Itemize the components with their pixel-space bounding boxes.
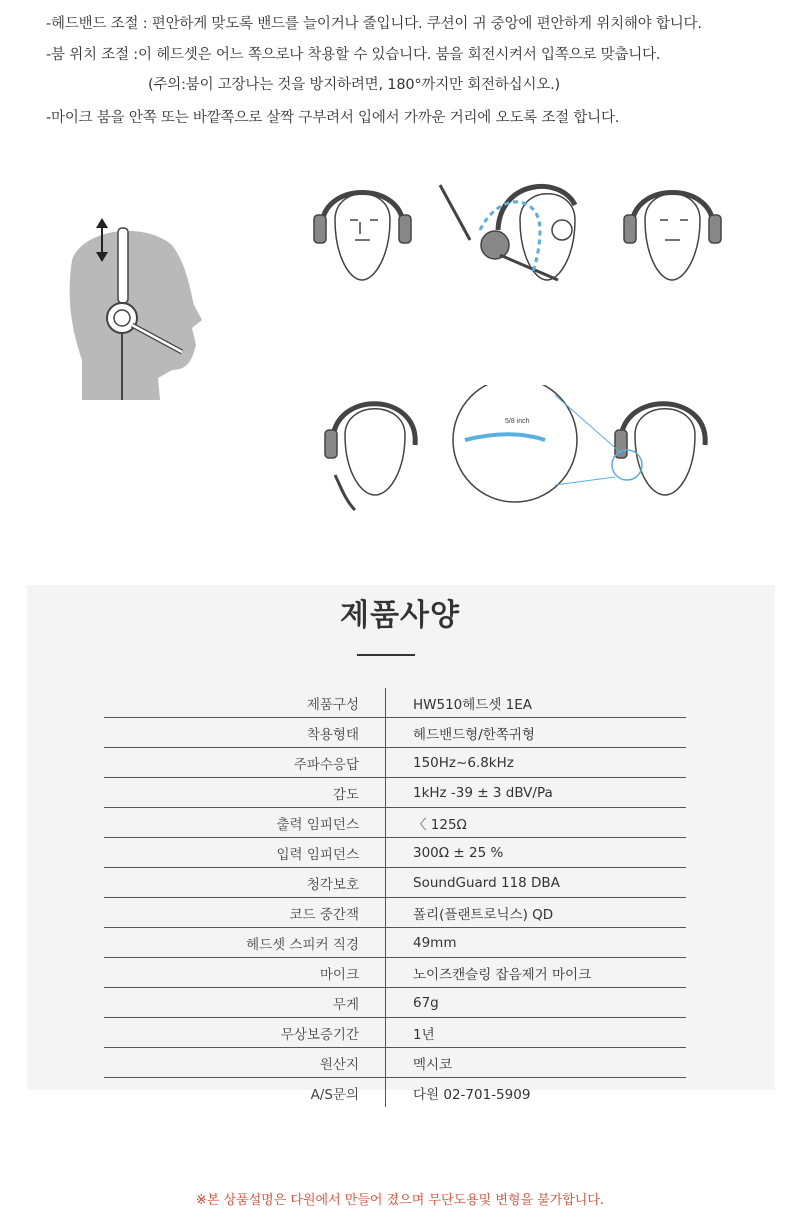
- spec-value: 1kHz -39 ± 3 dBV/Pa: [386, 778, 687, 808]
- spec-value: 300Ω ± 25 %: [386, 838, 687, 868]
- spec-label: 감도: [104, 778, 386, 808]
- spec-row: [104, 988, 686, 1018]
- spec-label: 주파수응답: [104, 748, 386, 778]
- spec-row: [104, 778, 686, 808]
- spec-label: 청각보호: [104, 868, 386, 898]
- spec-row: [104, 718, 686, 748]
- spec-table: [104, 688, 686, 1107]
- spec-value: 노이즈캔슬링 잡음제거 마이크: [386, 958, 687, 988]
- spec-row: [104, 748, 686, 778]
- spec-value: 헤드밴드형/한쪽귀형: [386, 718, 687, 748]
- boom-rotation-illustration: [300, 160, 740, 300]
- spec-row: [104, 838, 686, 868]
- spec-value: 폴리(플랜트로닉스) QD: [386, 898, 687, 928]
- spec-row: [104, 688, 686, 718]
- spec-value: 150Hz~6.8kHz: [386, 748, 687, 778]
- spec-value: SoundGuard 118 DBA: [386, 868, 687, 898]
- spec-row: [104, 1078, 686, 1108]
- spec-value: 다원 02-701-5909: [413, 1086, 531, 1103]
- spec-label: 착용형태: [104, 718, 386, 748]
- spec-label: 무상보증기간: [104, 1018, 386, 1048]
- spec-label: 무게: [104, 988, 386, 1018]
- spec-row: [104, 958, 686, 988]
- spec-row: [104, 868, 686, 898]
- spec-label: 마이크: [104, 958, 386, 988]
- spec-value: 67g: [386, 988, 687, 1018]
- instruction-boom-position: -붐 위치 조절 :이 헤드셋은 어느 쪽으로나 착용할 수 있습니다. 붐을 회전시켜서 입쪽으로 맞춥니다.: [46, 47, 661, 63]
- illustration-size-label: 5/8 inch: [505, 418, 530, 425]
- spec-value: 멕시코: [386, 1048, 687, 1078]
- spec-title-underline: [357, 654, 415, 656]
- spec-row: [104, 928, 686, 958]
- spec-label: 코드 중간잭: [104, 898, 386, 928]
- instruction-boom-caution: (주의:붐이 고장나는 것을 방지하려면, 180°까지만 회전하십시오.): [148, 77, 560, 93]
- copyright-notice: ※본 상품설명은 다원에서 만들어 졌으며 무단도용및 변형을 불가합니다.: [195, 1193, 605, 1208]
- spec-row: [104, 1018, 686, 1048]
- spec-value: 〈 125Ω: [386, 808, 687, 838]
- spec-label: 입력 임피던스: [104, 838, 386, 868]
- instruction-headband: -헤드밴드 조절 : 편안하게 맞도록 밴드를 늘이거나 줄입니다. 쿠션이 귀 중앙에 편안하게 위치해야 합니다.: [46, 16, 702, 32]
- spec-title: 제품사양: [340, 598, 460, 633]
- spec-value: 1년: [386, 1018, 687, 1048]
- headband-adjust-illustration: [62, 210, 217, 410]
- spec-label: A/S문의: [104, 1078, 386, 1108]
- spec-label: 원산지: [104, 1048, 386, 1078]
- spec-row: [104, 1048, 686, 1078]
- spec-row: [104, 898, 686, 928]
- spec-label: 제품구성: [104, 688, 386, 718]
- instruction-mic-boom: -마이크 붐을 안쪽 또는 바깥쪽으로 살짝 구부려서 입에서 가까운 거리에 오도록 조절 합니다.: [46, 110, 620, 126]
- spec-label: 헤드셋 스피커 직경: [104, 928, 386, 958]
- spec-value: HW510헤드셋 1EA: [386, 688, 687, 718]
- spec-label: 출력 임피던스: [104, 808, 386, 838]
- spec-row: [104, 808, 686, 838]
- spec-value: 49mm: [386, 928, 687, 958]
- mic-bend-illustration: [315, 385, 740, 525]
